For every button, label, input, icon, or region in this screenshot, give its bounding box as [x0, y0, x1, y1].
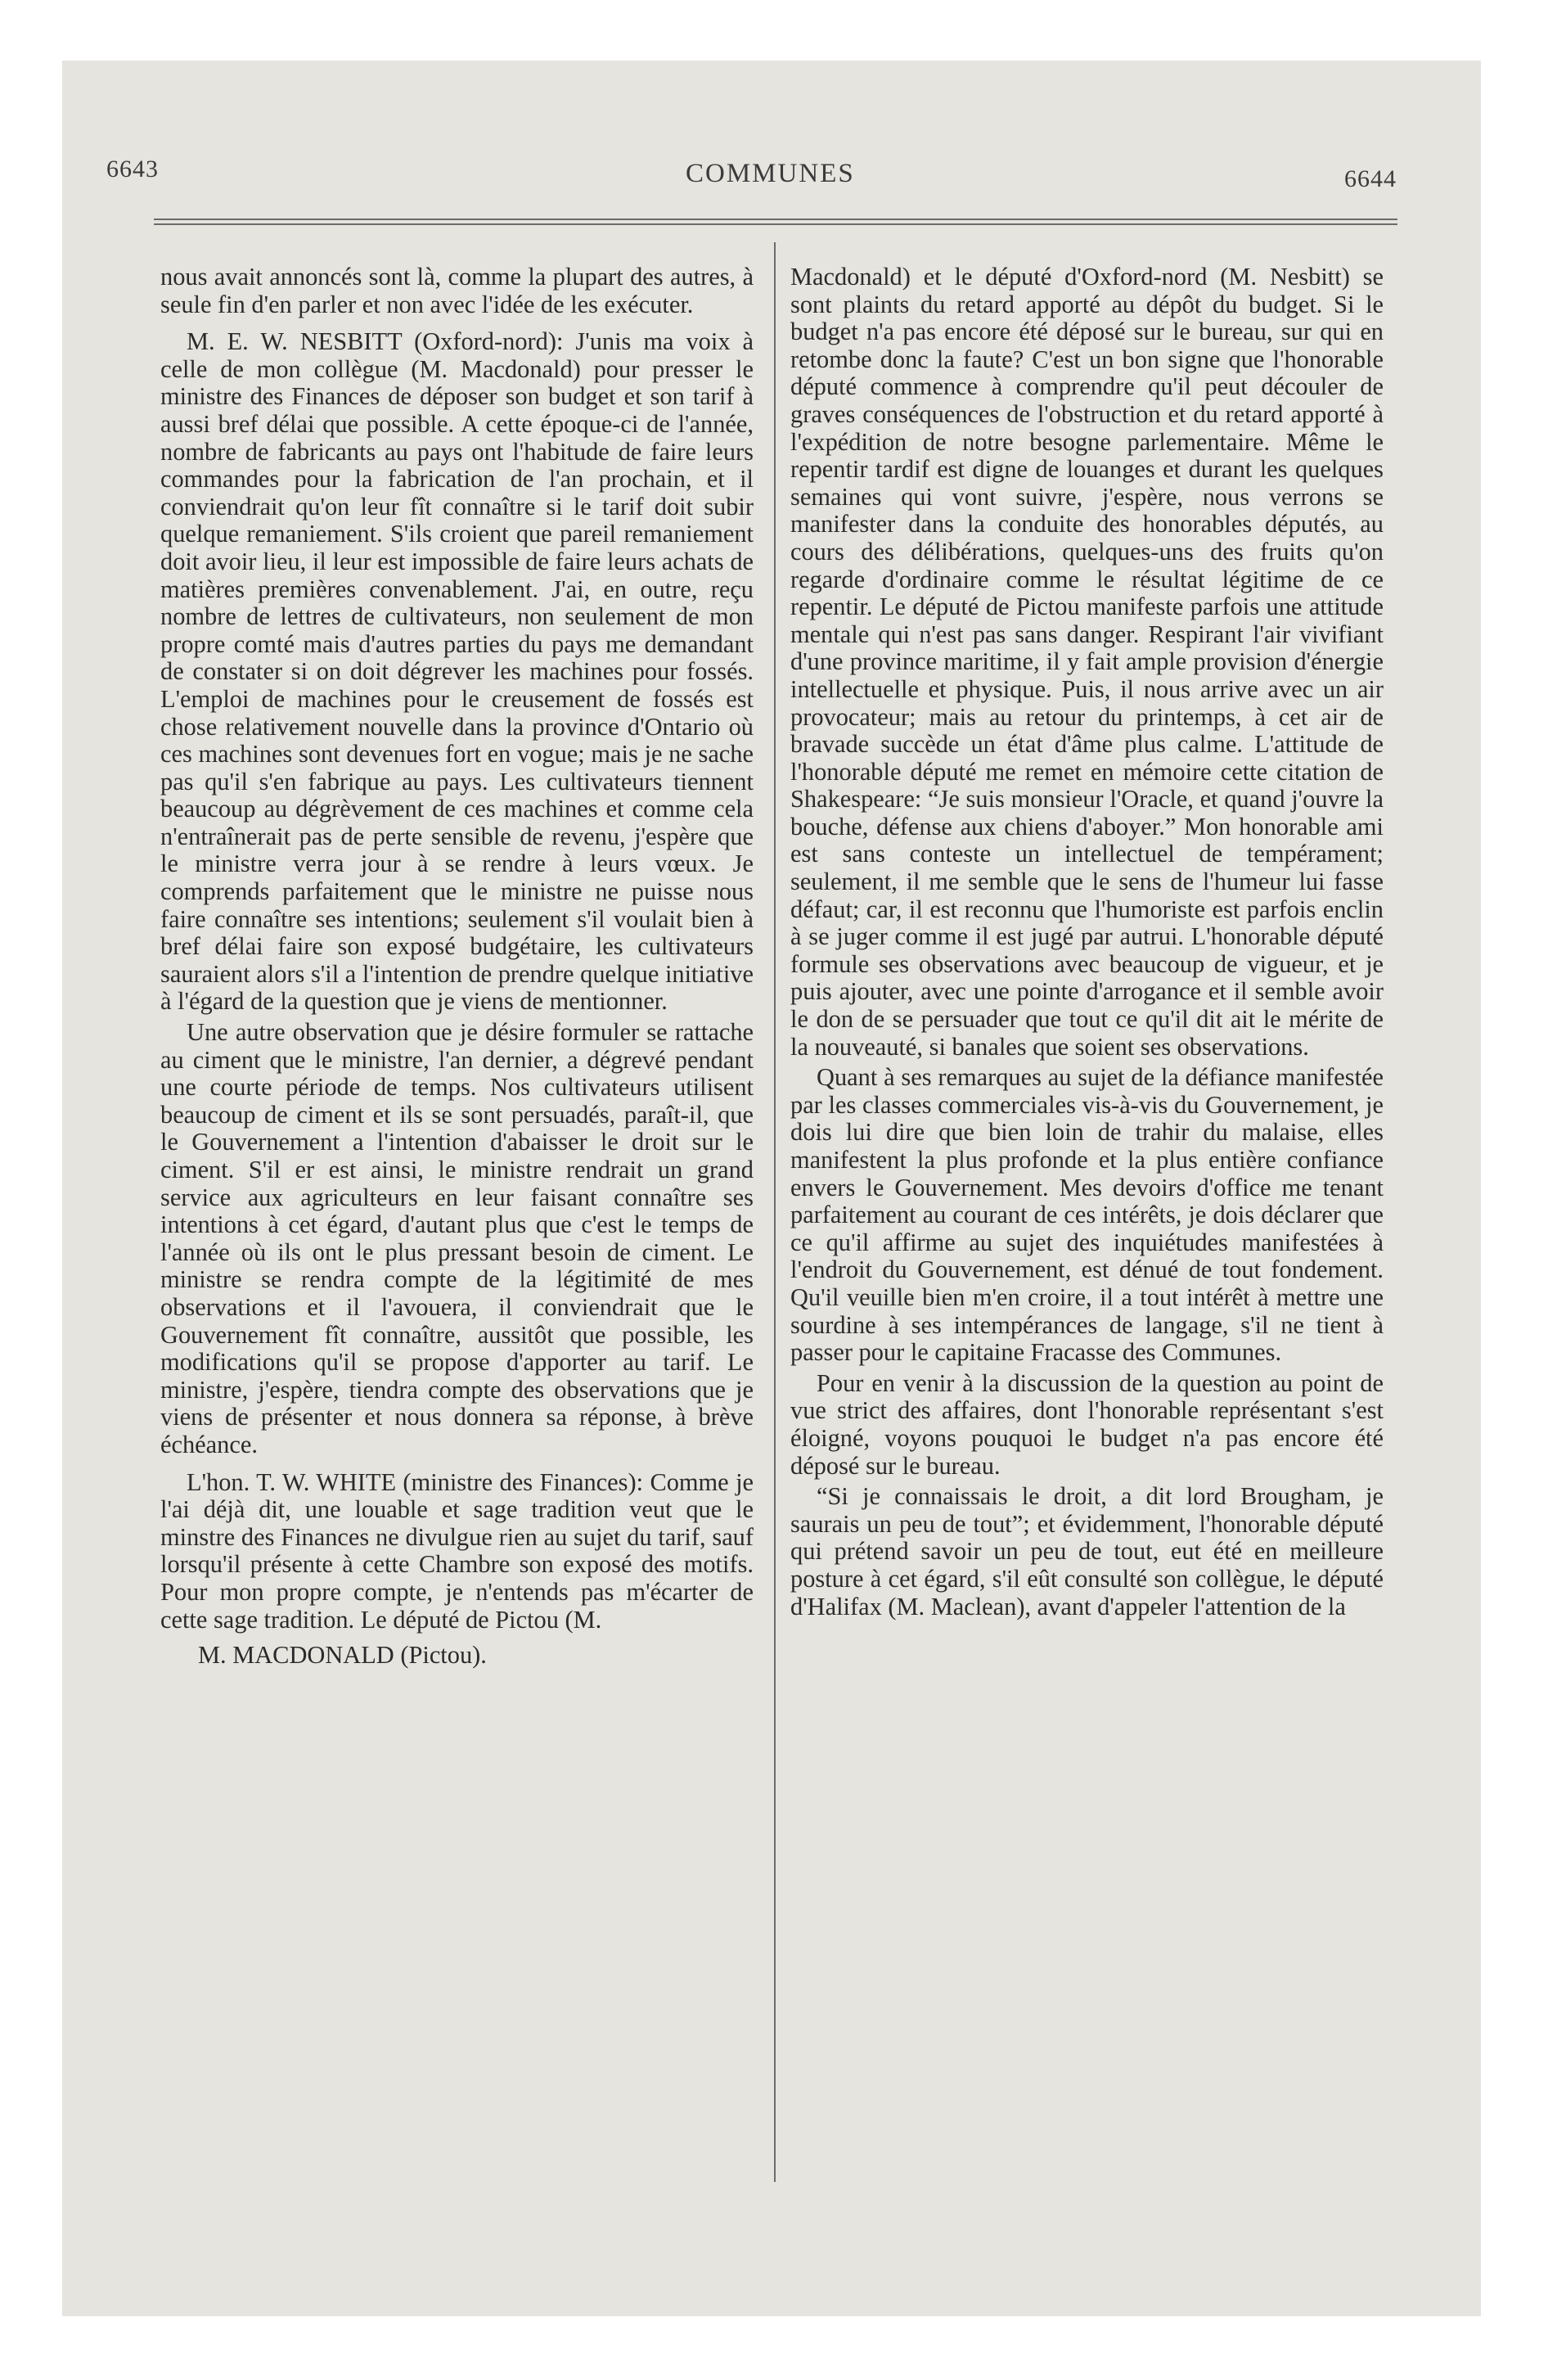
paragraph: Quant à ses remarques au sujet de la défiance manifestée par les classes commerciales vis-à-vis du Gouvernement, je dois lui dire que bien loin de trahir du malaise, elles manifestent la plus profonde et la plus entière confiance envers le Gouvernement. Mes devoirs d'office me tenant parfaitement au courant de ces intérêts, je dois déclarer que ce qu'il affirme au sujet des inquiétudes manifestées à l'endroit du Gouvernement, est dénué de tout fondement. Qu'il veuille bien m'en croire, il a tout intérêt à mettre une sourdine à ses intempérances de langage, s'il ne tient à passer pour le capitaine Fracasse des Communes. — [790, 1063, 1384, 1367]
right-column — [790, 264, 1384, 1624]
header-rule-bottom — [154, 223, 1397, 225]
paragraph: “Si je connaissais le droit, a dit lord Brougham, je saurais un peu de tout”; et évidemment, l'honorable député qui prétend savoir un peu de tout, eut été en meilleure posture à cet égard, s'il eût consulté son collègue, le député d'Halifax (M. Maclean), avant d'appeler l'attention de la — [790, 1482, 1384, 1620]
column-divider — [774, 242, 776, 2182]
paragraph: Macdonald) et le député d'Oxford-nord (M. Nesbitt) se sont plaints du retard apporté au dépôt du budget. Si le budget n'a pas encore été déposé sur le bureau, sur qui en retombe donc la faute? C'est un bon signe que l'honorable député commence à comprendre qu'il peut découler de graves conséquences de l'obstruction et du retard apporté à l'expédition de notre besogne parlementaire. Même le repentir tardif est digne de louanges et durant les quelques semaines qui vont suivre, j'espère, nous verrons se manifester dans la conduite des honorables députés, au cours des délibérations, quelques-uns des fruits qu'on regarde d'ordinaire comme le résultat légitime de ce repentir. Le député de Pictou manifeste parfois une attitude mentale qui n'est pas sans danger. Respirant l'air vivifiant d'une province maritime, il y fait ample provision d'énergie intellectuelle et physique. Puis, il nous arrive avec un air provocateur; mais au retour du printemps, à cet air de bravade succède un état d'âme plus calme. L'attitude de l'honorable député me remet en mémoire cette citation de Shakespeare: “Je suis monsieur l'Oracle, et quand j'ouvre la bouche, défense aux chiens d'aboyer.” Mon honorable ami est sans conteste un intellectuel de tempérament; seulement, il me semble que le sens de l'humeur lui fasse défaut; car, il est reconnu que l'humoriste est parfois enclin à se juger comme il est jugé par autrui. L'honorable député formule ses observations avec beaucoup de vigueur, et je puis ajouter, avec une pointe d'arrogance et il semble avoir le don de se persuader que tout ce qu'il dit ait le mérite de la nouveauté, si banales que soient ses observations. — [790, 263, 1384, 1061]
page-number-left: 6643 — [106, 156, 159, 183]
page-number-right: 6644 — [1344, 165, 1397, 192]
speaker-line: M. MACDONALD (Pictou). — [198, 1641, 487, 1670]
header-rule-top — [154, 219, 1397, 220]
paragraph: nous avait annoncés sont là, comme la plupart des autres, à seule fin d'en parler et non avec l'idée de les exécuter. — [160, 263, 754, 318]
running-title: COMMUNES — [686, 159, 855, 188]
paragraph: L'hon. T. W. WHITE (ministre des Finances): Comme je l'ai déjà dit, une louable et sage tradition veut que le minstre des Finances ne divulgue rien au sujet du tarif, sauf lorsqu'il présente à cette Chambre son exposé des motifs. Pour mon propre compte, je n'entends pas m'écarter de cette sage tradition. Le député de Pictou (M. — [160, 1467, 754, 1634]
paragraph: M. E. W. NESBITT (Oxford-nord): J'unis ma voix à celle de mon collègue (M. Macdonald) pour presser le ministre des Finances de déposer son budget et son tarif à aussi bref délai que possible. A cette époque-ci de l'année, nombre de fabricants au pays ont l'habitude de faire leurs commandes pour la fabrication de l'an prochain, et il conviendrait qu'on leur fît connaître si le tarif doit subir quelque remaniement. S'ils croient que pareil remaniement doit avoir lieu, il leur est impossible de faire leurs achats de matières premières convenablement. J'ai, en outre, reçu nombre de lettres de cultivateurs, non seulement de mon propre comté mais d'autres parties du pays me demandant de constater si on doit dégrever les machines pour fossés. L'emploi de machines pour le creusement de fossés est chose relativement nouvelle dans la province d'Ontario où ces machines sont devenues fort en vogue; mais je ne sache pas qu'il s'en fabrique au pays. Les cultivateurs tiennent beaucoup au dégrèvement de ces machines et comme cela n'entraînerait pas de perte sensible de revenu, j'espère que le ministre verra jour à se rendre à leurs vœux. Je comprends parfaitement que le ministre ne puisse nous faire connaître ses intentions; seulement s'il voulait bien à bref délai faire son exposé budgétaire, les cultivateurs sauraient alors s'il a l'intention de prendre quelque initiative à l'égard de la question que je viens de mentionner. — [160, 327, 754, 1016]
paragraph: Une autre observation que je désire formuler se rattache au ciment que le ministre, l'an dernier, a dégrevé pendant une courte période de temps. Nos cultivateurs utilisent beaucoup de ciment et ils se sont persuadés, paraît-il, que le Gouvernement a l'intention d'abaisser le droit sur le ciment. S'il er est ainsi, le ministre rendrait un grand service aux agriculteurs en leur faisant connaître ses intentions à cet égard, d'autant plus que c'est le temps de l'année où ils ont le plus pressant besoin de ciment. Le ministre se rendra compte de la légitimité de mes observations et il l'avouera, il conviendrait que le Gouvernement fît connaître, aussitôt que possible, les modifications qu'il se propose d'apporter au tarif. Le ministre, j'espère, tiendra compte des observations que je viens de présenter et nous donnera sa réponse, à brève échéance. — [160, 1018, 754, 1458]
paragraph: Pour en venir à la discussion de la question au point de vue strict des affaires, dont l'honorable représentant s'est éloigné, voyons pouquoi le budget n'a pas encore été déposé sur le bureau. — [790, 1368, 1384, 1480]
left-column — [160, 264, 754, 1673]
